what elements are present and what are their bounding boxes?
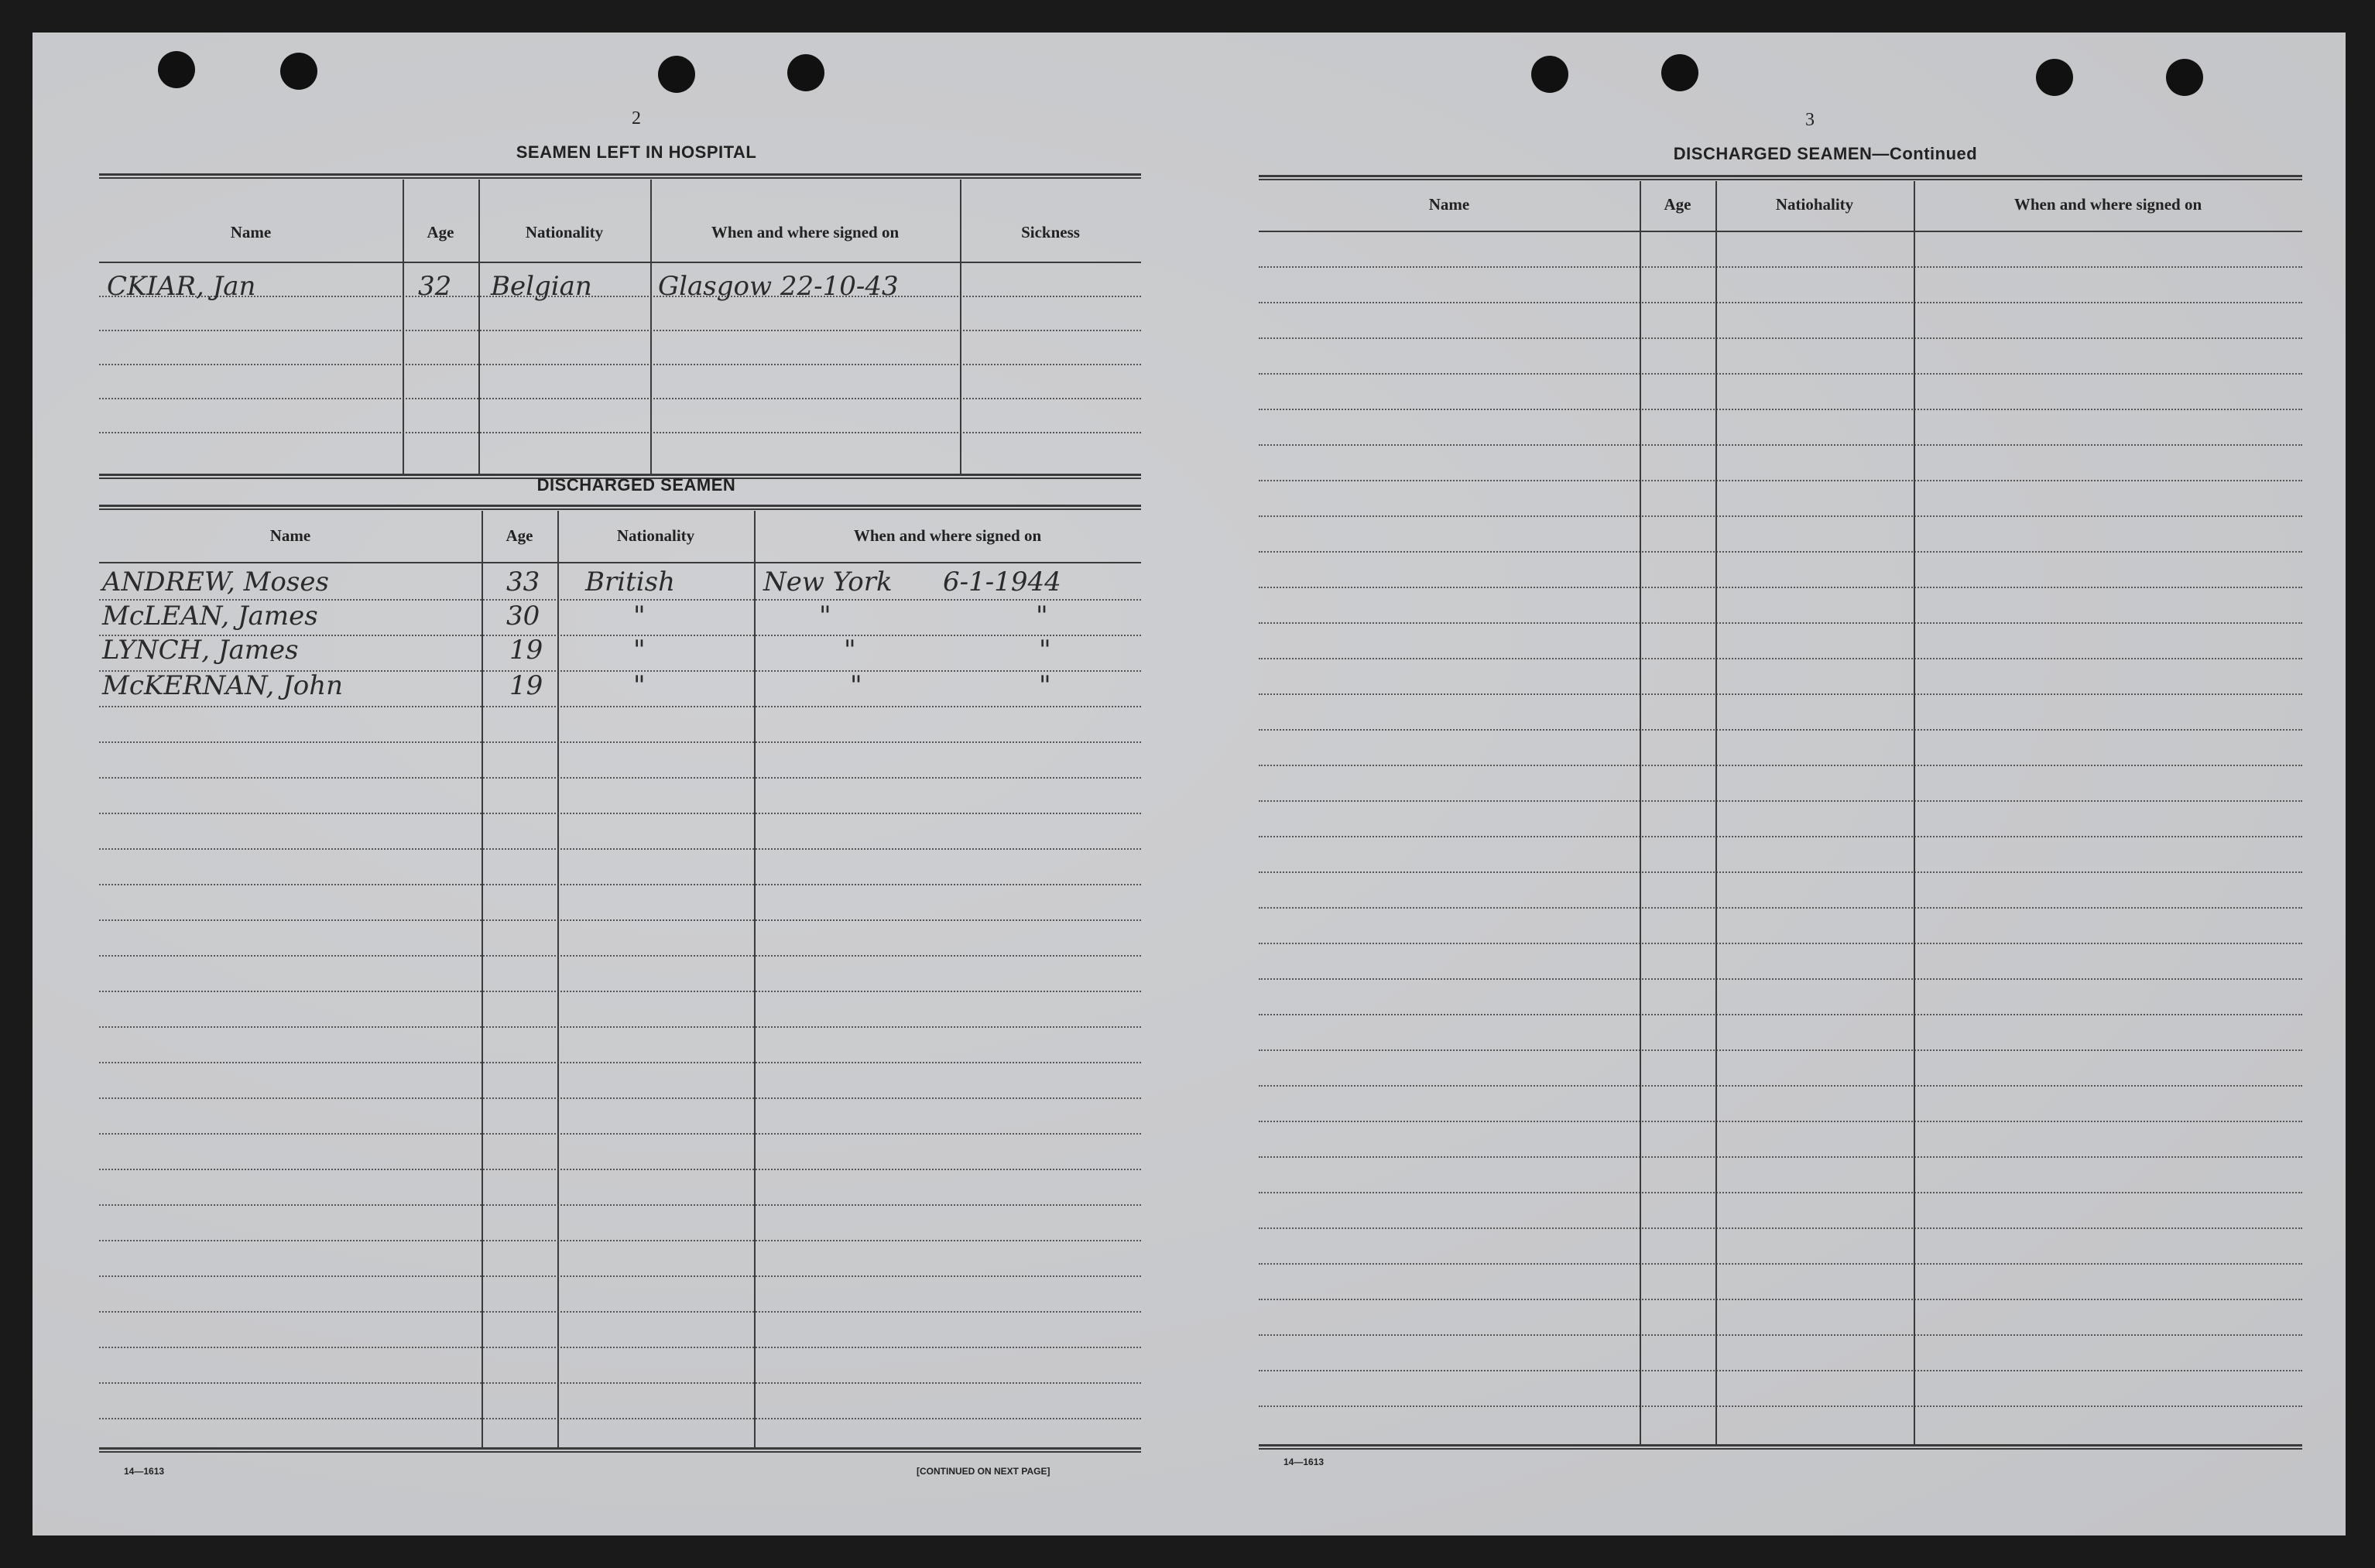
hospital-row-name: CKIAR, Jan — [107, 271, 256, 302]
discharged-row-place: " — [850, 670, 862, 701]
continued-header-name: Name — [1428, 195, 1470, 214]
discharged-row-date: " — [1036, 601, 1048, 632]
form-number-left: 14—1613 — [124, 1466, 165, 1477]
discharged-row-nationality: " — [633, 670, 646, 701]
hospital-row-signed-on: Glasgow 22-10-43 — [658, 271, 899, 302]
hospital-header-sickness: Sickness — [1021, 223, 1080, 241]
discharged-row-age: 19 — [509, 635, 543, 666]
punch-hole — [1661, 54, 1698, 91]
punch-hole — [658, 56, 695, 93]
discharged-row-nationality: British — [585, 567, 675, 597]
ledger-sheet — [33, 33, 2346, 1535]
continued-header-signed-on: When and where signed on — [2013, 195, 2202, 214]
punch-hole — [2036, 59, 2073, 96]
discharged-row-place: " — [819, 601, 831, 632]
hospital-header-age: Age — [427, 223, 454, 241]
punch-hole — [1531, 56, 1568, 93]
discharged-continued-title: DISCHARGED SEAMEN—Continued — [1673, 144, 1978, 163]
discharged-row-name: ANDREW, Moses — [102, 567, 329, 597]
discharged-row-nationality: " — [633, 601, 646, 632]
continued-note: [CONTINUED ON NEXT PAGE] — [917, 1466, 1050, 1477]
discharged-row-age: 19 — [509, 670, 543, 701]
hospital-header-nationality: Nationality — [525, 223, 604, 241]
continued-header-nationality: Natiohality — [1775, 195, 1854, 214]
hospital-section-title: SEAMEN LEFT IN HOSPITAL — [516, 142, 757, 162]
form-number-right: 14—1613 — [1283, 1457, 1325, 1467]
discharged-row-name: LYNCH, James — [102, 635, 299, 666]
discharged-row-date: " — [1039, 670, 1051, 701]
punch-hole — [2166, 59, 2203, 96]
page-number-right: 3 — [1805, 110, 1815, 130]
hospital-row-age: 32 — [418, 271, 452, 302]
discharged-table — [99, 505, 1141, 1464]
continued-header-age: Age — [1664, 195, 1691, 214]
hospital-header-signed-on: When and where signed on — [711, 223, 900, 241]
discharged-continued-table — [1259, 175, 2302, 1460]
discharged-row-date: 6-1-1944 — [943, 567, 1061, 597]
hospital-header-name: Name — [230, 223, 272, 241]
page-number-left: 2 — [632, 108, 641, 128]
discharged-row-date: " — [1039, 635, 1051, 666]
discharged-row-name: McLEAN, James — [102, 601, 318, 632]
discharged-header-age: Age — [506, 526, 533, 545]
discharged-row-age: 30 — [506, 601, 540, 632]
discharged-row-age: 33 — [506, 567, 540, 597]
hospital-table — [99, 173, 1141, 483]
discharged-header-nationality: Nationality — [616, 526, 695, 545]
discharged-section-title: DISCHARGED SEAMEN — [536, 475, 736, 495]
punch-hole — [158, 51, 195, 88]
punch-hole — [787, 54, 824, 91]
discharged-header-name: Name — [269, 526, 311, 545]
hospital-row-nationality: Belgian — [491, 271, 592, 302]
discharged-row-name: McKERNAN, John — [102, 670, 344, 701]
discharged-row-place: " — [844, 635, 856, 666]
discharged-row-place: New York — [763, 567, 893, 597]
discharged-row-nationality: " — [633, 635, 646, 666]
discharged-header-signed-on: When and where signed on — [853, 526, 1042, 545]
punch-hole — [280, 53, 317, 90]
